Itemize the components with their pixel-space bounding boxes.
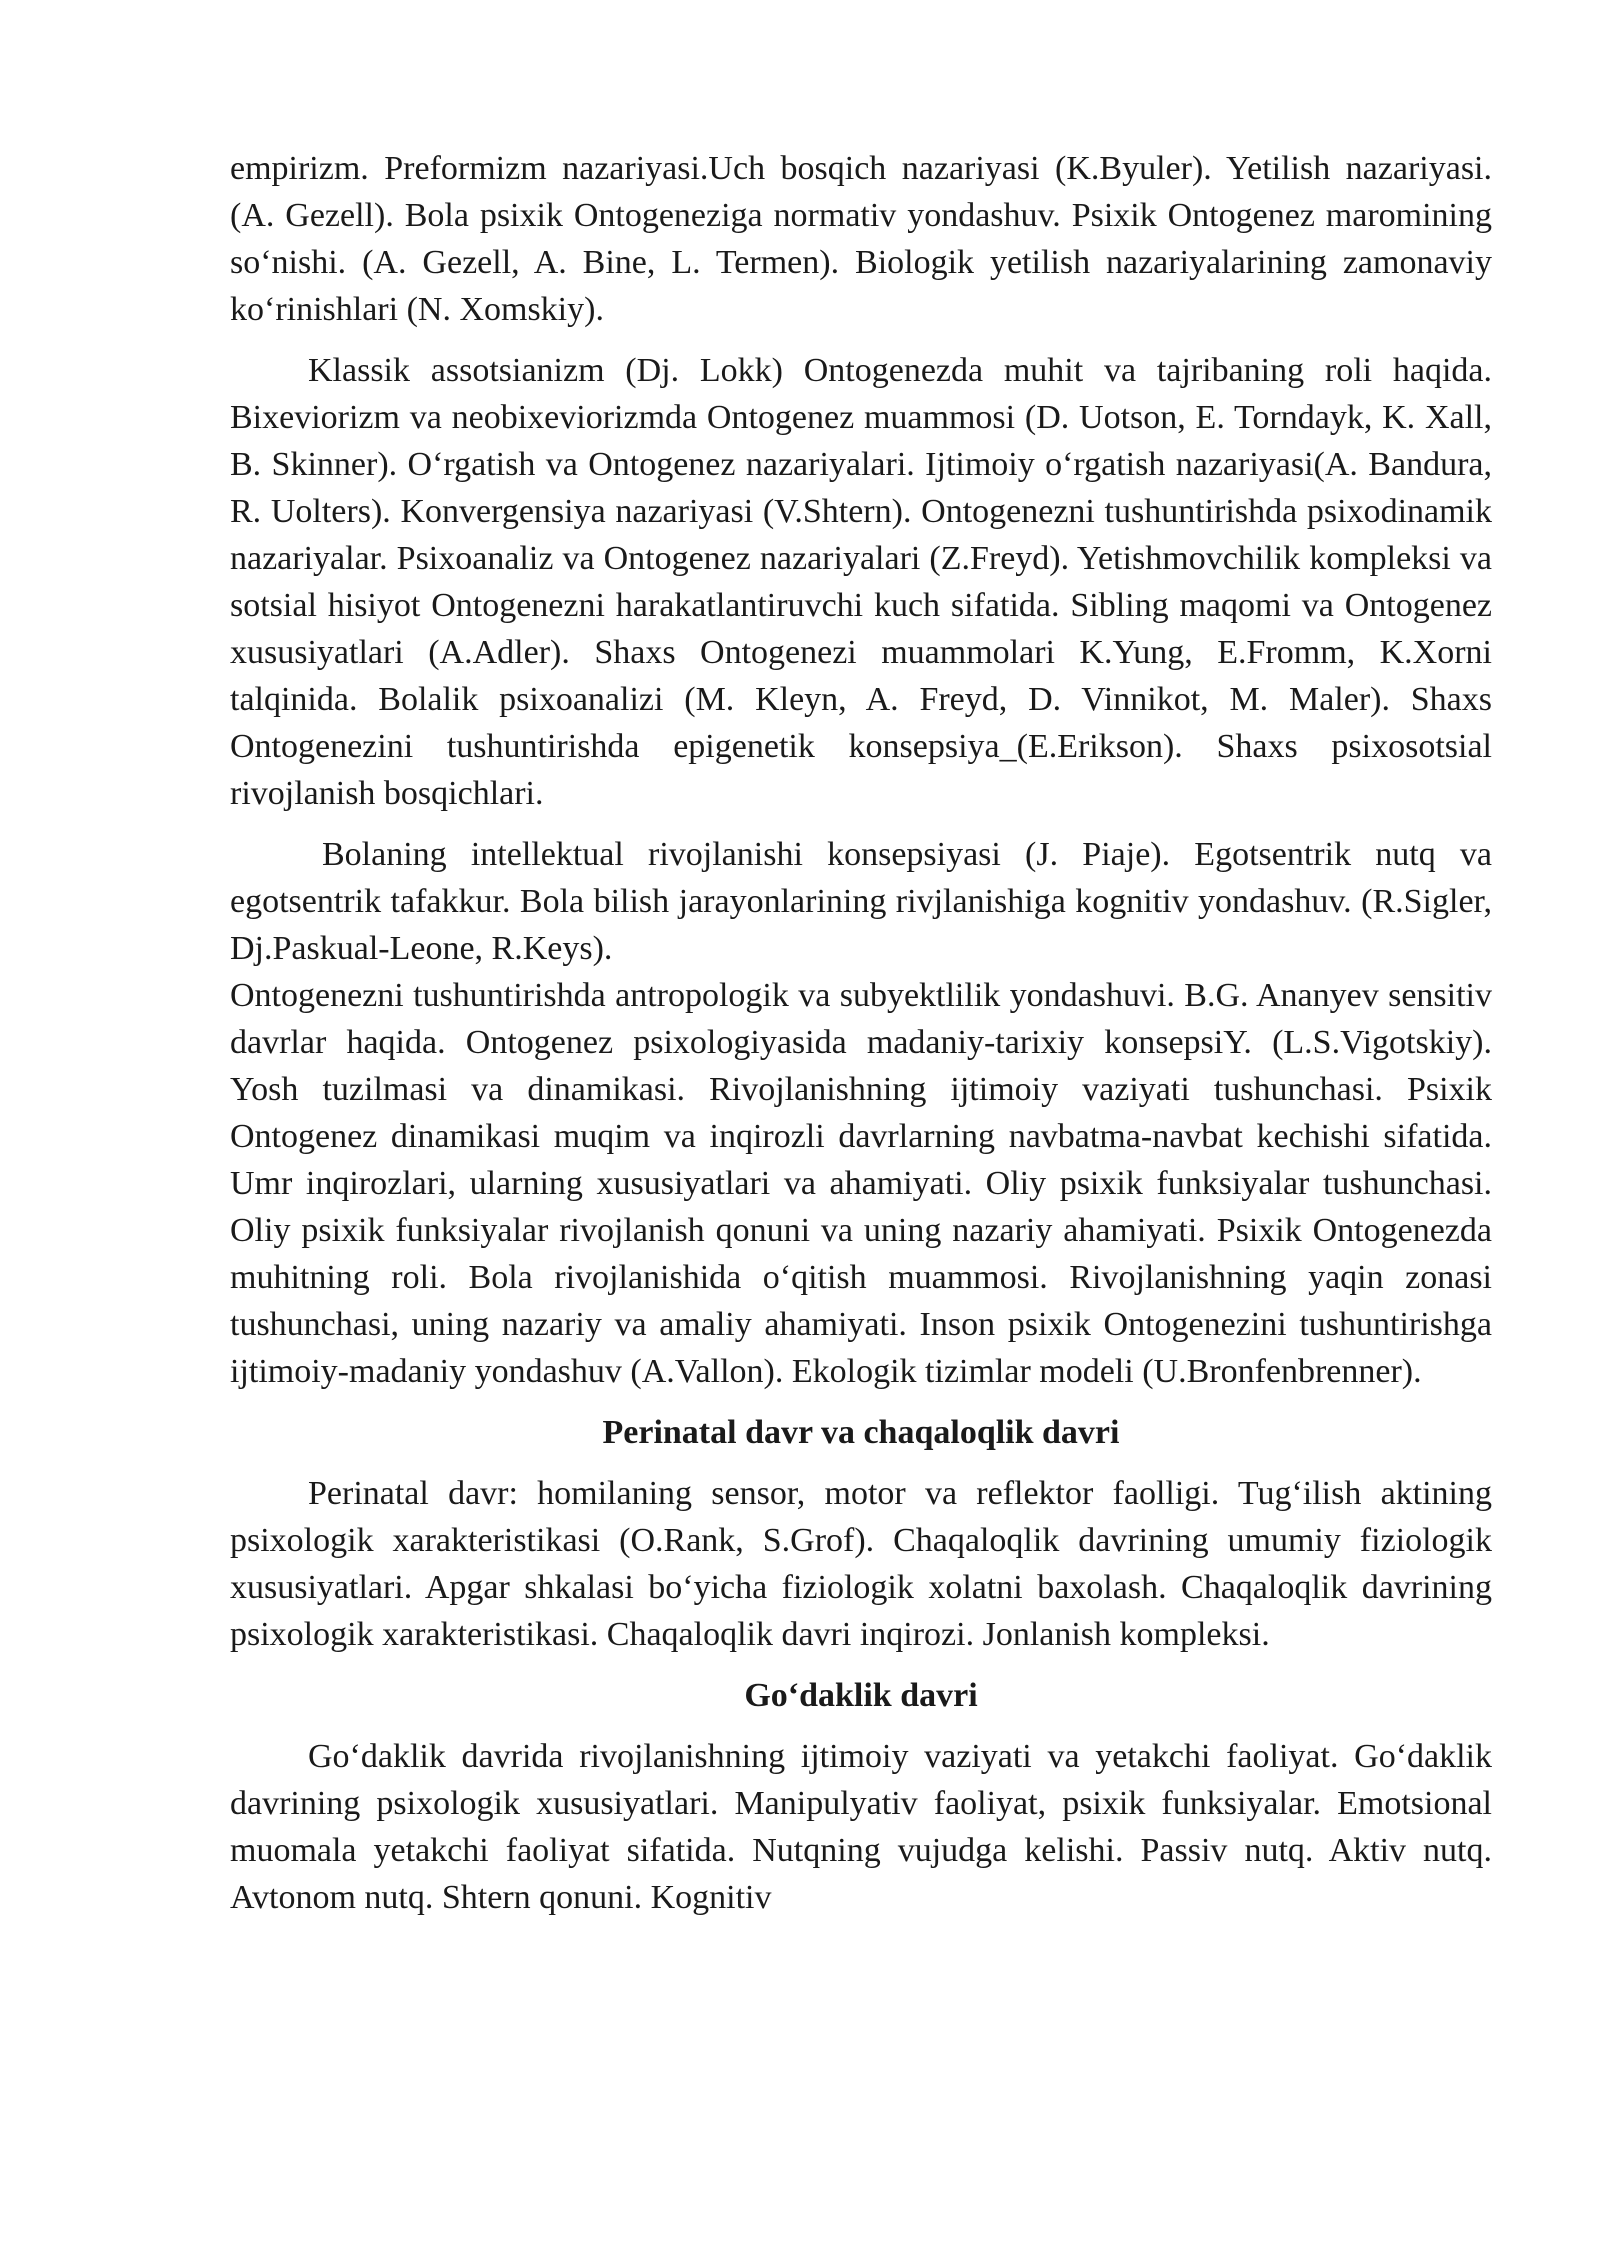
section-heading-perinatal: Perinatal davr va chaqaloqlik davri xyxy=(602,1414,1120,1451)
section-heading-infancy: Go‘daklik davri xyxy=(744,1677,978,1714)
paragraph-cultural-historical: Ontogenezni tushuntirishda antropologik va subyektlilik yondashuvi. B.G. Ananyev sensitiv davrlar haqida. Ontogenez psixologiyasida madaniy-tarixiy konsepsiY. (L.S.Vigotskiy). Yosh tuzilmasi va dinamikasi. Rivojlanishning ijtimoiy vaziyati tushunchasi. Psixik Ontogenez dinamikasi muqim va inqirozli davrlarning navbatma-navbat kechishi sifatida. Umr inqirozlari, ularning xususiyatlari va ahamiyati. Oliy psixik funksiyalar tushunchasi. Oliy psixik funksiyalar rivojlanish qonuni va uning nazariy ahamiyati. Psixik Ontogenezda muhitning roli. Bola rivojlanishida o‘qitish muammosi. Rivojlanishning yaqin zonasi tushunchasi, uning nazariy va amaliy ahamiyati. Inson psixik Ontogenezini tushuntirishga ijtimoiy-madaniy yondashuv (A.Vallon). Ekologik tizimlar modeli (U.Bronfenbrenner). xyxy=(230,977,1492,1390)
paragraph-perinatal: Perinatal davr: homilaning sensor, motor va reflektor faolligi. Tug‘ilish aktining psixologik xarakteristikasi (O.Rank, S.Grof). Chaqaloqlik davrining umumiy fiziologik xususiyatlari. Apgar shkalasi bo‘yicha fiziologik xolatni baxolash. Chaqaloqlik davrining psixologik xarakteristikasi. Chaqaloqlik davri inqirozi. Jonlanish kompleksi. xyxy=(230,1475,1492,1653)
document-page xyxy=(230,145,1492,1921)
paragraph-associanism-behaviorism: Klassik assotsianizm (Dj. Lokk) Ontogenezda muhit va tajribaning roli haqida. Bixeviorizm va neobixeviorizmda Ontogenez muammosi (D. Uotson, E. Torndayk, K. Xall, B. Skinner). O‘rgatish va Ontogenez nazariyalari. Ijtimoiy o‘rgatish nazariyasi(A. Bandura, R. Uolters). Konvergensiya nazariyasi (V.Shtern). Ontogenezni tushuntirishda psixodinamik nazariyalar. Psixoanaliz va Ontogenez nazariyalari (Z.Freyd). Yetishmovchilik kompleksi va sotsial hisiyot Ontogenezni harakatlantiruvchi kuch sifatida. Sibling maqomi va Ontogenez xususiyatlari (A.Adler). Shaxs Ontogenezi muammolari K.Yung, E.Fromm, K.Xorni talqinida. Bolalik psixoanalizi (M. Kleyn, A. Freyd, D. Vinnikot, M. Maler). Shaxs Ontogenezini tushuntirishda epigenetik konsepsiya_(E.Erikson). Shaxs psixosotsial rivojlanish bosqichlari. xyxy=(230,352,1492,812)
paragraph-theories-maturation: empirizm. Preformizm nazariyasi.Uch bosqich nazariyasi (K.Byuler). Yetilish nazariyasi. (A. Gezell). Bola psixik Ontogeneziga normativ yondashuv. Psixik Ontogenez maromining so‘nishi. (A. Gezell, A. Bine, L. Termen). Biologik yetilish nazariyalarining zamonaviy ko‘rinishlari (N. Xomskiy). xyxy=(230,150,1492,328)
paragraph-piaget-cognitive: Bolaning intellektual rivojlanishi konsepsiyasi (J. Piaje). Egotsentrik nutq va egotsentrik tafakkur. Bola bilish jarayonlarining rivjlanishiga kognitiv yondashuv. (R.Sigler, Dj.Paskual-Leone, R.Keys). xyxy=(230,836,1492,967)
paragraph-infancy: Go‘daklik davrida rivojlanishning ijtimoiy vaziyati va yetakchi faoliyat. Go‘daklik davrining psixologik xususiyatlari. Manipulyativ faoliyat, psixik funksiyalar. Emotsional muomala yetakchi faoliyat sifatida. Nutqning vujudga kelishi. Passiv nutq. Aktiv nutq. Avtonom nutq. Shtern qonuni. Kognitiv xyxy=(230,1738,1492,1916)
